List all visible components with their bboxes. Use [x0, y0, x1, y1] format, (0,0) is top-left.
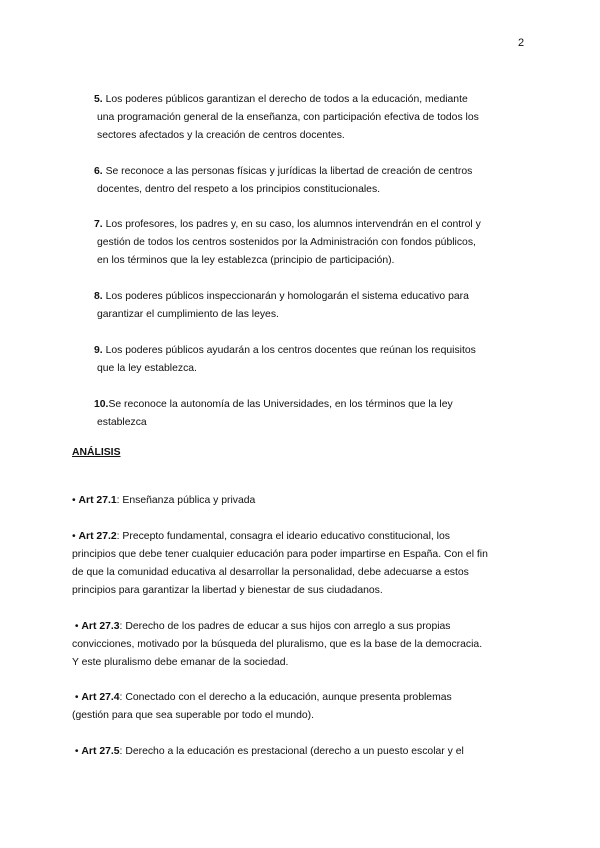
- article-text-line: : Precepto fundamental, consagra el ideario educativo constitucional, los: [116, 531, 450, 542]
- item-text-line: garantizar el cumplimiento de las leyes.: [97, 309, 279, 320]
- item-text-line: Se reconoce a las personas físicas y jurídicas la libertad de creación de centros: [105, 166, 473, 177]
- item-text-line: Los poderes públicos garantizan el derecho de todos a la educación, mediante: [105, 94, 468, 105]
- bullet: •: [72, 495, 76, 506]
- item-number: 7.: [94, 219, 103, 230]
- bullet: •: [74, 621, 79, 632]
- numbered-item-7: [94, 216, 524, 270]
- item-number: 10.: [94, 399, 109, 410]
- article-text-line: : Conectado con el derecho a la educación, aunque presenta problemas: [119, 692, 452, 703]
- article-text-line: convicciones, motivado por la búsqueda del pluralismo, que es la base de la democracia.: [72, 639, 483, 650]
- numbered-item-10: [94, 396, 524, 432]
- article-ref: Art 27.2: [78, 531, 117, 542]
- bullet: •: [74, 746, 79, 757]
- article-ref: Art 27.4: [81, 692, 120, 703]
- article-ref: Art 27.3: [81, 621, 120, 632]
- article-ref: Art 27.1: [78, 495, 117, 506]
- item-text-line: una programación general de la enseñanza, con participación efectiva de todos los: [97, 112, 479, 123]
- item-text-line: sectores afectados y la creación de centros docentes.: [97, 130, 345, 141]
- article-27-1: [72, 492, 532, 510]
- page-number: 2: [518, 37, 525, 49]
- item-text-line: docentes, dentro del respeto a los principios constitucionales.: [97, 184, 381, 195]
- article-27-3: [72, 618, 532, 672]
- numbered-item-6: [94, 163, 524, 199]
- bullet: •: [72, 531, 76, 542]
- item-text-line: Los poderes públicos inspeccionarán y homologarán el sistema educativo para: [105, 291, 469, 302]
- item-number: 6.: [94, 166, 103, 177]
- article-27-2: [72, 528, 532, 600]
- item-text-line: que la ley establezca.: [97, 363, 197, 374]
- item-text-line: Se reconoce la autonomía de las Universidades, en los términos que la ley: [108, 399, 453, 410]
- item-text-line: gestión de todos los centros sostenidos por la Administración con fondos públicos,: [97, 237, 476, 248]
- numbered-item-9: [94, 342, 524, 378]
- article-text-line: de que la comunidad educativa al desarrollar la personalidad, debe adecuarse a estos: [72, 567, 469, 578]
- analysis-heading: ANÁLISIS: [72, 447, 121, 458]
- article-text-line: principios que debe tener cualquier educación para poder impartirse en España. Con el fin: [72, 549, 488, 560]
- item-number: 8.: [94, 291, 103, 302]
- article-text-line: : Enseñanza pública y privada: [116, 495, 256, 506]
- article-27-5: [72, 743, 532, 761]
- bullet: •: [74, 692, 79, 703]
- item-text-line: Los profesores, los padres y, en su caso, los alumnos intervendrán en el control y: [105, 219, 481, 230]
- article-text-line: (gestión para que sea superable por todo el mundo).: [72, 710, 315, 721]
- article-text-line: principios para garantizar la libertad y bienestar de sus ciudadanos.: [72, 585, 383, 596]
- article-ref: Art 27.5: [81, 746, 120, 757]
- numbered-item-8: [94, 288, 524, 324]
- item-number: 5.: [94, 94, 103, 105]
- item-text-line: en los términos que la ley establezca (principio de participación).: [97, 255, 395, 266]
- item-number: 9.: [94, 345, 103, 356]
- article-text-line: : Derecho de los padres de educar a sus hijos con arreglo a sus propias: [119, 621, 451, 632]
- item-text-line: establezca: [97, 417, 147, 428]
- article-text-line: : Derecho a la educación es prestacional (derecho a un puesto escolar y el: [119, 746, 464, 757]
- article-27-4: [72, 689, 532, 725]
- article-text-line: Y este pluralismo debe emanar de la sociedad.: [72, 657, 289, 668]
- numbered-item-5: [94, 91, 524, 145]
- item-text-line: Los poderes públicos ayudarán a los centros docentes que reúnan los requisitos: [105, 345, 476, 356]
